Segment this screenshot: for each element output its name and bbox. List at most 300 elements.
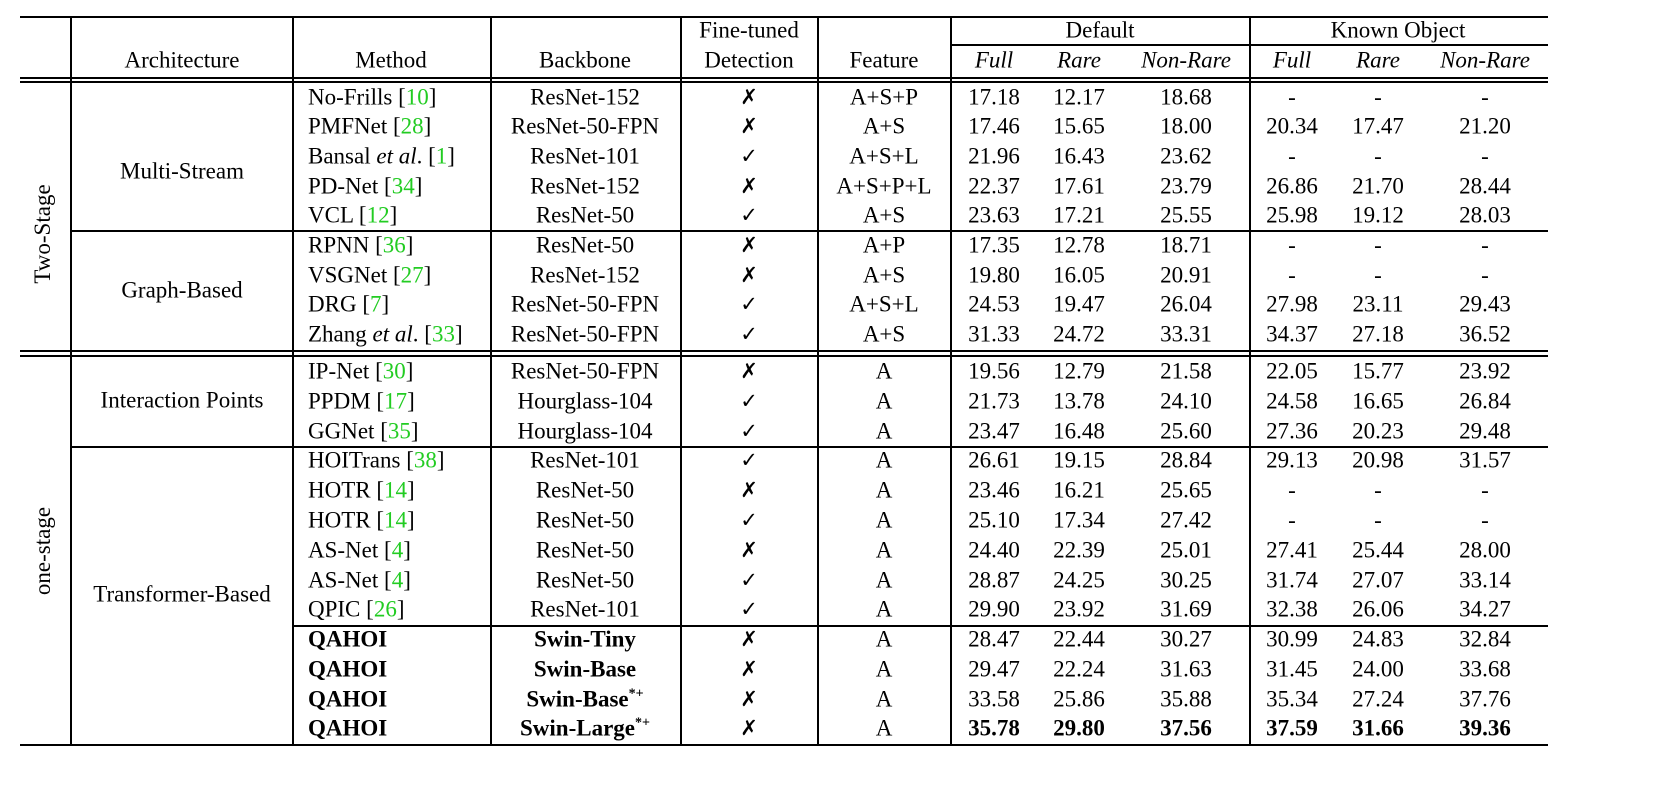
- rule-stage-1: [20, 350, 1548, 352]
- cell-default-rare-value: 16.05: [1053, 262, 1105, 288]
- cell-known-nonrare: [1459, 390, 1511, 413]
- cell-backbone: [511, 360, 659, 383]
- cell-known-full: [1266, 688, 1318, 711]
- cell-default-nonrare: [1160, 175, 1212, 198]
- cross-icon: ✗: [740, 85, 758, 109]
- cell-known-nonrare-value: 28.03: [1459, 202, 1511, 228]
- cell-known-full-value: 29.13: [1266, 447, 1318, 473]
- arch-interaction-points: Interaction Points: [100, 387, 264, 413]
- cell-feature: [876, 688, 893, 711]
- cell-feature: [876, 717, 893, 740]
- cell-backbone-value: ResNet-152: [530, 84, 640, 110]
- method-name: PMFNet: [308, 113, 393, 139]
- cell-default-full: [968, 234, 1020, 257]
- cell-backbone-value: ResNet-50-FPN: [510, 358, 660, 384]
- cell-default-full-value: 31.33: [968, 321, 1020, 347]
- cell-known-rare-value: -: [1374, 477, 1382, 503]
- method-name: RPNN: [308, 232, 376, 258]
- cell-method: VSGNet [27]: [308, 262, 432, 288]
- cell-known-nonrare-value: 33.68: [1459, 656, 1511, 682]
- cell-known-nonrare-value: -: [1481, 507, 1489, 533]
- cell-backbone: [534, 628, 636, 651]
- method-name: Bansal: [308, 143, 377, 169]
- cell-feature: [863, 323, 905, 346]
- cell-known-rare: [1352, 360, 1404, 383]
- cell-default-nonrare-value: 31.63: [1160, 656, 1212, 682]
- cell-default-full-value: 17.18: [968, 84, 1020, 110]
- cell-default-nonrare: [1160, 717, 1212, 740]
- cell-default-rare: [1053, 360, 1105, 383]
- cell-method: AS-Net [4]: [308, 567, 411, 593]
- check-icon: ✓: [740, 448, 758, 472]
- cell-backbone: [536, 234, 634, 257]
- cell-default-rare-value: 24.72: [1053, 321, 1105, 347]
- cell-known-nonrare: [1459, 658, 1511, 681]
- cell-known-rare: [1352, 658, 1404, 681]
- cross-icon: ✗: [740, 114, 758, 138]
- cell-backbone: [530, 145, 640, 168]
- cell-backbone-value: ResNet-50: [535, 477, 635, 503]
- cell-known-nonrare-value: 28.00: [1459, 537, 1511, 563]
- cell-known-full-value: 32.38: [1266, 596, 1318, 622]
- cell-finetuned-detection: [740, 597, 758, 621]
- cell-backbone-value: ResNet-101: [530, 143, 640, 169]
- cross-icon: ✗: [740, 359, 758, 383]
- cell-known-full-value: 27.36: [1266, 418, 1318, 444]
- cell-feature-value: A+S: [862, 202, 906, 228]
- rule-header-2: [20, 81, 1548, 83]
- cell-known-nonrare: [1459, 175, 1511, 198]
- cell-default-rare: [1053, 509, 1105, 532]
- cell-known-rare-value: 20.98: [1352, 447, 1404, 473]
- cell-known-rare: [1352, 115, 1404, 138]
- cell-known-full-value: -: [1288, 143, 1296, 169]
- cell-known-full-value: 31.74: [1266, 567, 1318, 593]
- cell-backbone-value: ResNet-152: [530, 173, 640, 199]
- header-known-nonrare: Non-Rare: [1440, 47, 1530, 73]
- vline-default: [1249, 16, 1251, 744]
- citation-link: 12: [366, 202, 390, 228]
- cross-icon: ✗: [740, 478, 758, 502]
- cell-default-rare: [1053, 390, 1105, 413]
- cell-default-rare: [1053, 264, 1105, 287]
- cell-backbone-value: Swin-Tiny: [534, 626, 636, 652]
- cell-known-full-value: 35.34: [1266, 686, 1318, 712]
- cell-default-rare: [1053, 86, 1105, 109]
- cell-default-rare: [1053, 449, 1105, 472]
- cell-finetuned-detection: [740, 263, 758, 287]
- cell-known-full: [1266, 420, 1318, 443]
- cell-default-full-value: 24.53: [968, 291, 1020, 317]
- cell-finetuned-detection: [740, 716, 758, 740]
- cell-known-rare: [1352, 323, 1404, 346]
- cell-backbone-value: ResNet-152: [530, 262, 640, 288]
- method-name-italic: et al: [372, 321, 413, 347]
- cell-default-full: [968, 449, 1020, 472]
- cell-default-rare-value: 15.65: [1053, 113, 1105, 139]
- method-name: QPIC: [308, 596, 367, 622]
- cell-default-nonrare-value: 25.60: [1160, 418, 1212, 444]
- cell-feature: [876, 479, 893, 502]
- header-default: Default: [1065, 17, 1135, 43]
- cell-backbone: [530, 449, 640, 472]
- cell-finetuned-detection: [740, 203, 758, 227]
- cell-known-full: [1266, 323, 1318, 346]
- check-icon: ✓: [740, 144, 758, 168]
- cell-default-rare: [1053, 145, 1105, 168]
- cell-default-rare-value: 19.15: [1053, 447, 1105, 473]
- cell-default-full: [968, 175, 1020, 198]
- cell-known-rare: [1352, 390, 1404, 413]
- cell-default-rare-value: 24.25: [1053, 567, 1105, 593]
- cell-default-nonrare: [1160, 390, 1212, 413]
- cell-backbone: [526, 688, 643, 711]
- cell-default-nonrare: [1160, 360, 1212, 383]
- cell-default-rare: [1053, 628, 1105, 651]
- cell-backbone: [536, 509, 634, 532]
- cross-icon: ✗: [740, 263, 758, 287]
- cell-known-full-value: 20.34: [1266, 113, 1318, 139]
- cell-default-rare: [1053, 688, 1105, 711]
- cell-backbone: [530, 175, 640, 198]
- rule-stage-2: [20, 355, 1548, 357]
- cell-known-full: [1266, 293, 1318, 316]
- cell-feature-value: A: [875, 626, 893, 652]
- cell-backbone-value: ResNet-50-FPN: [510, 321, 660, 347]
- cell-default-rare: [1053, 598, 1105, 621]
- cell-known-full-value: -: [1288, 84, 1296, 110]
- cell-default-full: [968, 86, 1020, 109]
- cell-backbone: [517, 420, 652, 443]
- cell-known-rare-value: 31.66: [1352, 715, 1404, 741]
- cell-default-full: [968, 264, 1020, 287]
- cell-default-full: [968, 628, 1020, 651]
- cell-default-nonrare: [1160, 658, 1212, 681]
- cell-known-rare-value: 27.24: [1352, 686, 1404, 712]
- cell-feature-value: A: [875, 418, 893, 444]
- cell-known-rare-value: -: [1374, 143, 1382, 169]
- check-icon: ✓: [740, 419, 758, 443]
- cell-known-nonrare-value: 28.44: [1459, 173, 1511, 199]
- cell-finetuned-detection: [740, 359, 758, 383]
- cell-known-full: [1288, 86, 1296, 109]
- cell-backbone-value: ResNet-50-FPN: [510, 291, 660, 317]
- citation-link: 30: [382, 358, 406, 384]
- arch-graph-based: Graph-Based: [121, 277, 243, 303]
- arch-multi-stream: Multi-Stream: [120, 158, 244, 184]
- cell-known-rare: [1352, 175, 1404, 198]
- vline-method: [490, 16, 492, 744]
- cell-backbone: [530, 598, 640, 621]
- cell-finetuned-detection: [740, 448, 758, 472]
- cell-feature: [850, 86, 918, 109]
- cell-default-rare-value: 22.44: [1053, 626, 1105, 652]
- cell-default-full: [968, 688, 1020, 711]
- cell-known-rare-value: -: [1374, 232, 1382, 258]
- cell-default-full-value: 28.47: [968, 626, 1020, 652]
- cell-finetuned-detection: [740, 85, 758, 109]
- cell-known-rare: [1374, 145, 1382, 168]
- cell-default-nonrare-value: 23.62: [1160, 143, 1212, 169]
- rule-known-group: [1250, 44, 1548, 46]
- citation-link: 36: [382, 232, 406, 258]
- cell-known-nonrare: [1459, 293, 1511, 316]
- cell-method: Zhang et al. [33]: [308, 321, 463, 347]
- cell-known-nonrare: [1459, 323, 1511, 346]
- cross-icon: ✗: [740, 627, 758, 651]
- vline-feature: [950, 16, 952, 744]
- cell-default-nonrare: [1160, 628, 1212, 651]
- cell-default-full: [968, 390, 1020, 413]
- header-known-object: Known Object: [1330, 17, 1466, 43]
- cell-known-nonrare-value: 33.14: [1459, 567, 1511, 593]
- header-finetuned-line2: Detection: [704, 47, 794, 73]
- cell-known-full: [1266, 598, 1318, 621]
- method-name: QAHOI: [308, 686, 388, 712]
- cell-backbone-value: Hourglass-104: [517, 388, 653, 414]
- cell-feature: [876, 449, 893, 472]
- cell-default-rare-value: 17.61: [1053, 173, 1105, 199]
- cell-default-nonrare-value: 18.00: [1160, 113, 1212, 139]
- cell-known-rare: [1374, 264, 1382, 287]
- cell-method: AS-Net [4]: [308, 537, 411, 563]
- cell-known-nonrare-value: 29.43: [1459, 291, 1511, 317]
- cell-backbone-value: Hourglass-104: [517, 418, 653, 444]
- cell-default-full-value: 28.87: [968, 567, 1020, 593]
- cell-feature: [863, 234, 905, 257]
- method-name: QAHOI: [308, 715, 388, 741]
- citation-link: 14: [384, 477, 408, 503]
- cell-known-nonrare: [1481, 264, 1489, 287]
- cell-known-nonrare: [1481, 234, 1489, 257]
- cell-backbone: [536, 204, 634, 227]
- cell-finetuned-detection: [740, 174, 758, 198]
- cell-default-nonrare: [1160, 569, 1212, 592]
- cell-feature-value: A: [875, 358, 893, 384]
- cell-default-full-value: 26.61: [968, 447, 1020, 473]
- cell-method: [308, 688, 387, 711]
- stage-label-one-stage: one-stage: [30, 506, 55, 596]
- citation-link: 4: [391, 537, 404, 563]
- cell-known-nonrare: [1481, 509, 1489, 532]
- cell-default-full: [968, 360, 1020, 383]
- cell-known-nonrare-value: -: [1481, 262, 1489, 288]
- cell-known-rare: [1352, 717, 1404, 740]
- cell-method: HOITrans [38]: [308, 447, 445, 473]
- cell-method: HOTR [14]: [308, 477, 415, 503]
- cell-known-nonrare: [1459, 688, 1511, 711]
- rule-header-1: [20, 77, 1548, 79]
- cell-known-rare-value: 27.07: [1352, 567, 1404, 593]
- cell-method: PMFNet [28]: [308, 113, 432, 139]
- cell-known-nonrare-value: 21.20: [1459, 113, 1511, 139]
- cell-backbone-value: ResNet-101: [530, 447, 640, 473]
- cell-default-full-value: 23.46: [968, 477, 1020, 503]
- arch-transformer-based: Transformer-Based: [93, 581, 271, 607]
- cell-default-full: [968, 569, 1020, 592]
- cell-backbone-value: ResNet-50: [535, 232, 635, 258]
- backbone-superscript: *+: [635, 715, 650, 731]
- cell-known-full: [1266, 569, 1318, 592]
- vline-architecture: [292, 16, 294, 744]
- cell-feature-value: A+S+P+L: [836, 173, 932, 199]
- method-name: PD-Net: [308, 173, 385, 199]
- cell-known-nonrare: [1459, 717, 1511, 740]
- cell-default-nonrare-value: 28.84: [1160, 447, 1212, 473]
- cell-feature: [876, 569, 893, 592]
- cell-default-rare: [1053, 420, 1105, 443]
- cell-backbone: [536, 479, 634, 502]
- cell-known-rare: [1352, 628, 1404, 651]
- cell-feature: [836, 175, 931, 198]
- cell-default-nonrare: [1160, 86, 1212, 109]
- cell-known-full: [1266, 175, 1318, 198]
- method-name: AS-Net: [308, 537, 385, 563]
- cell-default-rare-value: 16.48: [1053, 418, 1105, 444]
- cell-feature: [876, 539, 893, 562]
- cell-feature-value: A+S+P: [849, 84, 919, 110]
- cell-default-full: [968, 717, 1020, 740]
- backbone-superscript: *+: [628, 686, 644, 702]
- cell-backbone: [517, 390, 652, 413]
- cell-default-nonrare-value: 18.71: [1160, 232, 1212, 258]
- cell-feature: [849, 293, 918, 316]
- cell-method: Bansal et al. [1]: [308, 143, 455, 169]
- cell-default-full: [968, 509, 1020, 532]
- cell-default-full: [968, 115, 1020, 138]
- cell-default-nonrare-value: 25.65: [1160, 477, 1212, 503]
- cell-known-rare-value: 20.23: [1352, 418, 1404, 444]
- cell-finetuned-detection: [740, 538, 758, 562]
- cell-feature-value: A+S: [862, 321, 906, 347]
- method-name: QAHOI: [308, 656, 388, 682]
- citation-link: 10: [405, 84, 429, 110]
- cell-default-nonrare-value: 21.58: [1160, 358, 1212, 384]
- cell-default-rare: [1053, 323, 1105, 346]
- check-icon: ✓: [740, 389, 758, 413]
- cell-backbone: [534, 658, 636, 681]
- cell-known-rare-value: -: [1374, 84, 1382, 110]
- cell-method: HOTR [14]: [308, 507, 415, 533]
- citation-link: 35: [387, 418, 411, 444]
- cell-default-full-value: 21.73: [968, 388, 1020, 414]
- cell-feature: [849, 145, 918, 168]
- cell-default-full: [968, 598, 1020, 621]
- cell-backbone: [511, 323, 659, 346]
- cross-icon: ✗: [740, 657, 758, 681]
- cell-known-rare: [1352, 539, 1404, 562]
- cell-feature: [876, 509, 893, 532]
- cell-default-nonrare-value: 20.91: [1160, 262, 1212, 288]
- cell-known-rare-value: 27.18: [1352, 321, 1404, 347]
- cell-default-nonrare: [1160, 449, 1212, 472]
- rule-top: [20, 16, 1548, 18]
- method-name-tail: .: [416, 143, 429, 169]
- cell-default-nonrare: [1160, 420, 1212, 443]
- check-icon: ✓: [740, 508, 758, 532]
- cell-default-full-value: 17.35: [968, 232, 1020, 258]
- cell-default-nonrare-value: 26.04: [1160, 291, 1212, 317]
- citation-link: 34: [391, 173, 415, 199]
- method-name: HOTR: [308, 507, 377, 533]
- cell-finetuned-detection: [740, 508, 758, 532]
- cell-backbone-value: Swin-Base: [526, 686, 629, 712]
- cell-default-nonrare: [1160, 323, 1212, 346]
- cell-known-nonrare-value: -: [1481, 477, 1489, 503]
- cell-default-rare: [1053, 115, 1105, 138]
- cell-known-rare: [1352, 204, 1404, 227]
- cell-default-full-value: 33.58: [968, 686, 1020, 712]
- cell-default-rare-value: 23.92: [1053, 596, 1105, 622]
- rule-default-group: [950, 44, 1250, 46]
- method-name: VCL: [308, 202, 359, 228]
- method-name: VSGNet: [308, 262, 393, 288]
- cell-default-full: [968, 145, 1020, 168]
- cell-known-nonrare-value: -: [1481, 232, 1489, 258]
- cell-backbone: [511, 115, 659, 138]
- cell-default-nonrare: [1160, 115, 1212, 138]
- cell-method: PPDM [17]: [308, 388, 415, 414]
- cell-known-full: [1266, 115, 1318, 138]
- cell-method: [308, 717, 387, 740]
- cell-known-full: [1266, 628, 1318, 651]
- cell-default-nonrare-value: 37.56: [1160, 715, 1212, 741]
- cell-default-nonrare-value: 23.79: [1160, 173, 1212, 199]
- cell-finetuned-detection: [740, 568, 758, 592]
- header-finetuned-line1: Fine-tuned: [699, 17, 799, 43]
- cell-feature: [876, 420, 893, 443]
- cell-default-nonrare-value: 30.25: [1160, 567, 1212, 593]
- cross-icon: ✗: [740, 233, 758, 257]
- header-known-full: Full: [1272, 47, 1312, 73]
- cell-known-nonrare: [1459, 115, 1511, 138]
- cell-method: RPNN [36]: [308, 232, 414, 258]
- cell-feature-value: A: [875, 388, 893, 414]
- cell-default-full: [968, 658, 1020, 681]
- cell-known-rare-value: -: [1374, 262, 1382, 288]
- cell-known-full-value: 31.45: [1266, 656, 1318, 682]
- cell-default-nonrare-value: 31.69: [1160, 596, 1212, 622]
- cell-feature-value: A+S: [862, 262, 906, 288]
- cell-feature-value: A: [875, 477, 893, 503]
- cell-finetuned-detection: [740, 389, 758, 413]
- cell-known-full-value: 34.37: [1266, 321, 1318, 347]
- cell-known-nonrare-value: 37.76: [1459, 686, 1511, 712]
- cell-known-full: [1266, 658, 1318, 681]
- cell-feature-value: A: [875, 567, 893, 593]
- header-known-rare: Rare: [1356, 47, 1400, 73]
- cell-default-full: [968, 204, 1020, 227]
- cell-default-rare-value: 22.39: [1053, 537, 1105, 563]
- cell-feature: [876, 390, 893, 413]
- cell-default-rare-value: 16.21: [1053, 477, 1105, 503]
- cell-known-full-value: -: [1288, 262, 1296, 288]
- cell-default-nonrare-value: 25.01: [1160, 537, 1212, 563]
- cell-default-full: [968, 420, 1020, 443]
- cross-icon: ✗: [740, 538, 758, 562]
- cell-default-full-value: 29.47: [968, 656, 1020, 682]
- cell-default-nonrare: [1160, 145, 1212, 168]
- cell-default-nonrare: [1160, 479, 1212, 502]
- cell-feature: [863, 264, 905, 287]
- cell-known-rare-value: 23.11: [1352, 291, 1404, 317]
- cell-known-rare-value: 16.65: [1352, 388, 1404, 414]
- method-name: DRG: [308, 291, 363, 317]
- cell-known-nonrare: [1459, 204, 1511, 227]
- cell-default-full: [968, 479, 1020, 502]
- cell-default-rare-value: 12.79: [1053, 358, 1105, 384]
- cell-finetuned-detection: [740, 233, 758, 257]
